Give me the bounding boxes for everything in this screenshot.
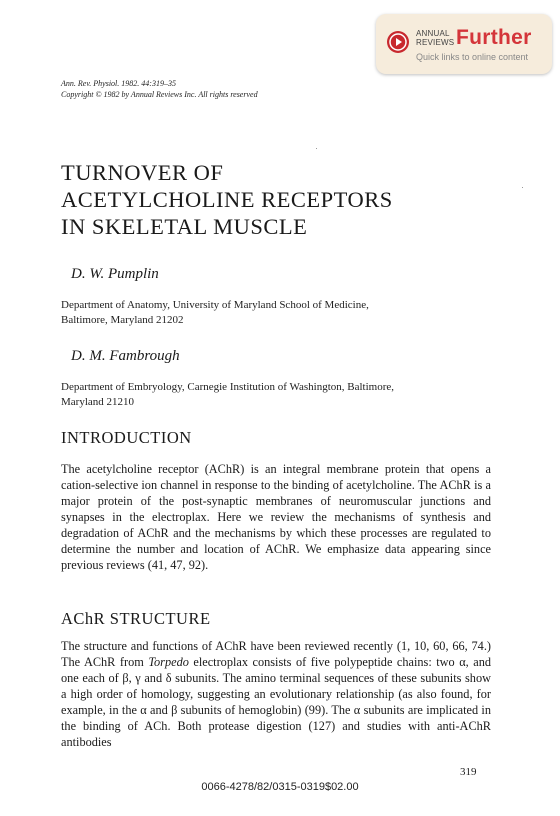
article-code: 0066-4278/82/0315-0319$02.00 [201, 781, 359, 793]
further-banner[interactable] [376, 14, 552, 74]
section-heading-introduction: INTRODUCTION [61, 428, 192, 447]
affiliation-line-1: Department of Embryology, Carnegie Institution of Washington, Baltimore, [61, 381, 395, 393]
section-heading-achr-structure: AChR STRUCTURE [61, 609, 211, 628]
affiliation-line-2: Maryland 21210 [61, 396, 135, 408]
author-affiliation [61, 298, 501, 328]
title-line-3: IN SKELETAL MUSCLE [61, 214, 308, 239]
journal-citation [61, 78, 258, 100]
title-line-1: TURNOVER OF [61, 160, 224, 185]
logo-line-2: REVIEWS [416, 38, 455, 47]
achr-structure-paragraph [61, 638, 491, 750]
further-title: Further [456, 26, 532, 49]
author-affiliation [61, 380, 501, 410]
logo-line-1: ANNUAL [416, 29, 450, 38]
annual-reviews-logo [416, 29, 454, 47]
annual-reviews-logo-icon [387, 31, 409, 53]
page-number: 319 [460, 766, 477, 778]
citation-line: Ann. Rev. Physiol. 1982. 44:319–35 [61, 79, 176, 88]
author-name: D. M. Fambrough [71, 348, 180, 364]
title-line-2: ACETYLCHOLINE RECEPTORS [61, 187, 393, 212]
affiliation-line-2: Baltimore, Maryland 21202 [61, 314, 184, 326]
affiliation-line-1: Department of Anatomy, University of Maryland School of Medicine, [61, 299, 369, 311]
quick-links-text: Quick links to online content [416, 52, 529, 62]
article-title [61, 159, 393, 240]
paragraph-text: electroplax consists of five polypeptide chains: two α, and one each of β, γ and δ subunits. The amino terminal sequences of these subunits show a high order of homology, suggesting an evolutionary relationship (as also found, for example, in the α and β subunits of hemoglobin) (99). The α subunits are implicated in the binding of ACh. Both protease digestion (127) and studies with anti-AChR antibodies [61, 655, 491, 749]
scan-speck [316, 148, 317, 149]
copyright-line: Copyright © 1982 by Annual Reviews Inc. All rights reserved [61, 90, 258, 99]
scan-speck [522, 187, 523, 188]
italic-term: Torpedo [148, 655, 189, 669]
paragraph-text: The structure and functions of AChR have been reviewed recently (1, 10, 60, 66, 74.) The AChR from [61, 639, 491, 669]
introduction-paragraph: The acetylcholine receptor (AChR) is an integral membrane protein that opens a cation-selective ion channel in response to the binding of acetylcholine. The AChR is a major protein of the post-synaptic membranes of neuromuscular junctions and synapses in the electroplax. Here we review the mechanisms of synthesis and degradation of AChR and the mechanisms by which these processes are regulated to determine the number and location of AChR. We emphasize data appearing since previous reviews (41, 47, 92). [61, 462, 491, 572]
author-name: D. W. Pumplin [71, 266, 159, 282]
